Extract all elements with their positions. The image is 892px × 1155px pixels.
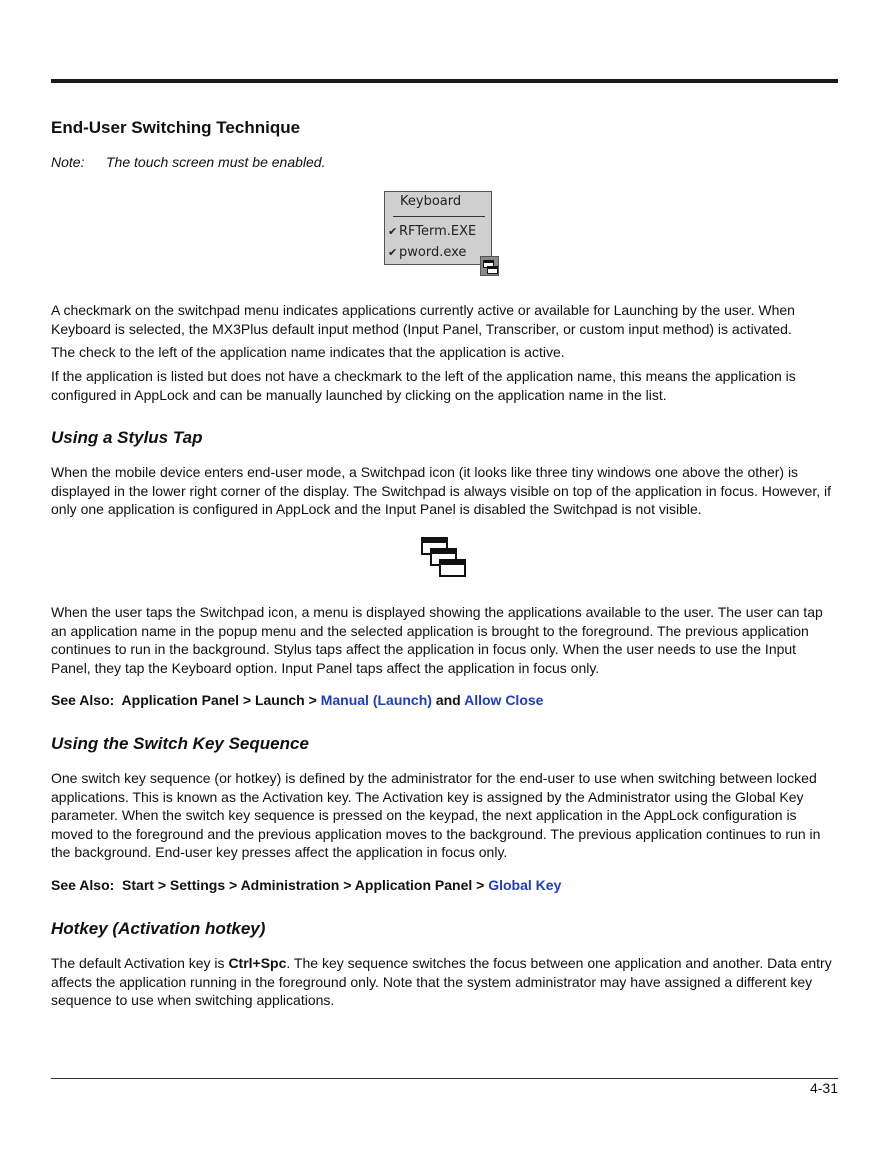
section-title: End-User Switching Technique xyxy=(51,118,301,137)
footer-rule xyxy=(51,1078,838,1079)
hotkey-text-after: . The key sequence switches the focus between one application and another. Data entry affects the application running in the foreground only. Note that the system administrator may have assigned a different key sequence to use when switching applications. xyxy=(51,955,832,1009)
switchpad-icon xyxy=(421,537,469,583)
allow-close-link[interactable]: Allow Close xyxy=(464,692,544,708)
note xyxy=(51,154,839,170)
stylus-tap-heading: Using a Stylus Tap xyxy=(51,428,203,447)
menu-separator xyxy=(393,216,485,217)
window-icon xyxy=(487,266,498,274)
menu-item-keyboard[interactable]: Keyboard xyxy=(400,194,462,209)
menu-item-rfterm[interactable] xyxy=(388,224,476,239)
menu-item-label: pword.exe xyxy=(399,245,467,260)
switchpad-menu-figure xyxy=(384,191,502,281)
switch-key-heading: Using the Switch Key Sequence xyxy=(51,734,309,753)
see-also-stylus xyxy=(51,692,839,708)
page-number: 4-31 xyxy=(809,1080,838,1096)
see-also-and: and xyxy=(431,692,465,708)
global-key-link[interactable]: Global Key xyxy=(488,877,562,893)
stylus-paragraph-1: When the mobile device enters end-user mode, a Switchpad icon (it looks like three tiny windows one above the other) is displayed in the lower right corner of the display. The Switchpad is always visible on top of the application in focus. However, if only one application is configured in AppLock and the Input Panel is disabled the Switchpad is not visible. xyxy=(51,464,832,518)
window-icon xyxy=(439,559,466,577)
note-text: The touch screen must be enabled. xyxy=(106,154,326,170)
menu-item-pword[interactable] xyxy=(388,245,466,260)
see-also-prefix: See Also: Start > Settings > Administration > Application Panel > xyxy=(51,877,489,893)
intro-paragraph-1: A checkmark on the switchpad menu indicates applications currently active or available for Launching by the user. When Keyboard is selected, the MX3Plus default input method (Input Panel, Transcriber, or custom input method) is activated. xyxy=(51,302,795,337)
header-rule xyxy=(51,79,838,83)
hotkey-text-before: The default Activation key is xyxy=(51,955,229,971)
see-also-switch-key xyxy=(51,877,839,893)
stylus-paragraph-2: When the user taps the Switchpad icon, a menu is displayed showing the applications available to the user. The user can tap an application name in the popup menu and the selected application is brought to the foreground. The previous application continues to run in the background. Stylus taps affect the application in focus only. When the user needs to use the Input Panel, they tap the Keyboard option. Input Panel taps affect the application in focus only. xyxy=(51,604,823,676)
hotkey-paragraph xyxy=(51,954,839,1010)
intro-paragraph-3: If the application is listed but does not have a checkmark to the left of the application name, this means the application is configured in AppLock and can be manually launched by clicking on the application name in the list. xyxy=(51,368,796,403)
check-icon: ✔ xyxy=(388,225,398,238)
switchpad-menu xyxy=(384,191,492,265)
see-also-prefix: See Also: Application Panel > Launch > xyxy=(51,692,321,708)
activation-key: Ctrl+Spc xyxy=(228,955,287,971)
note-label: Note: xyxy=(51,154,85,170)
intro-paragraph-2: The check to the left of the application name indicates that the application is active. xyxy=(51,344,565,360)
menu-item-label: RFTerm.EXE xyxy=(399,224,477,239)
manual-launch-link[interactable]: Manual (Launch) xyxy=(320,692,432,708)
hotkey-heading: Hotkey (Activation hotkey) xyxy=(51,919,266,938)
switch-key-paragraph: One switch key sequence (or hotkey) is defined by the administrator for the end-user to use when switching between locked applications. This is known as the Activation key. The Activation key is assigned by the Administrator using the Global Key parameter. When the switch key sequence is pressed on the keypad, the next application in the AppLock configuration is moved to the foreground and the previous application moves to the background. The previous application continues to run in the background. End-user key presses affect the application in focus only. xyxy=(51,770,821,861)
check-icon: ✔ xyxy=(388,246,398,259)
switchpad-icon[interactable] xyxy=(480,256,499,276)
